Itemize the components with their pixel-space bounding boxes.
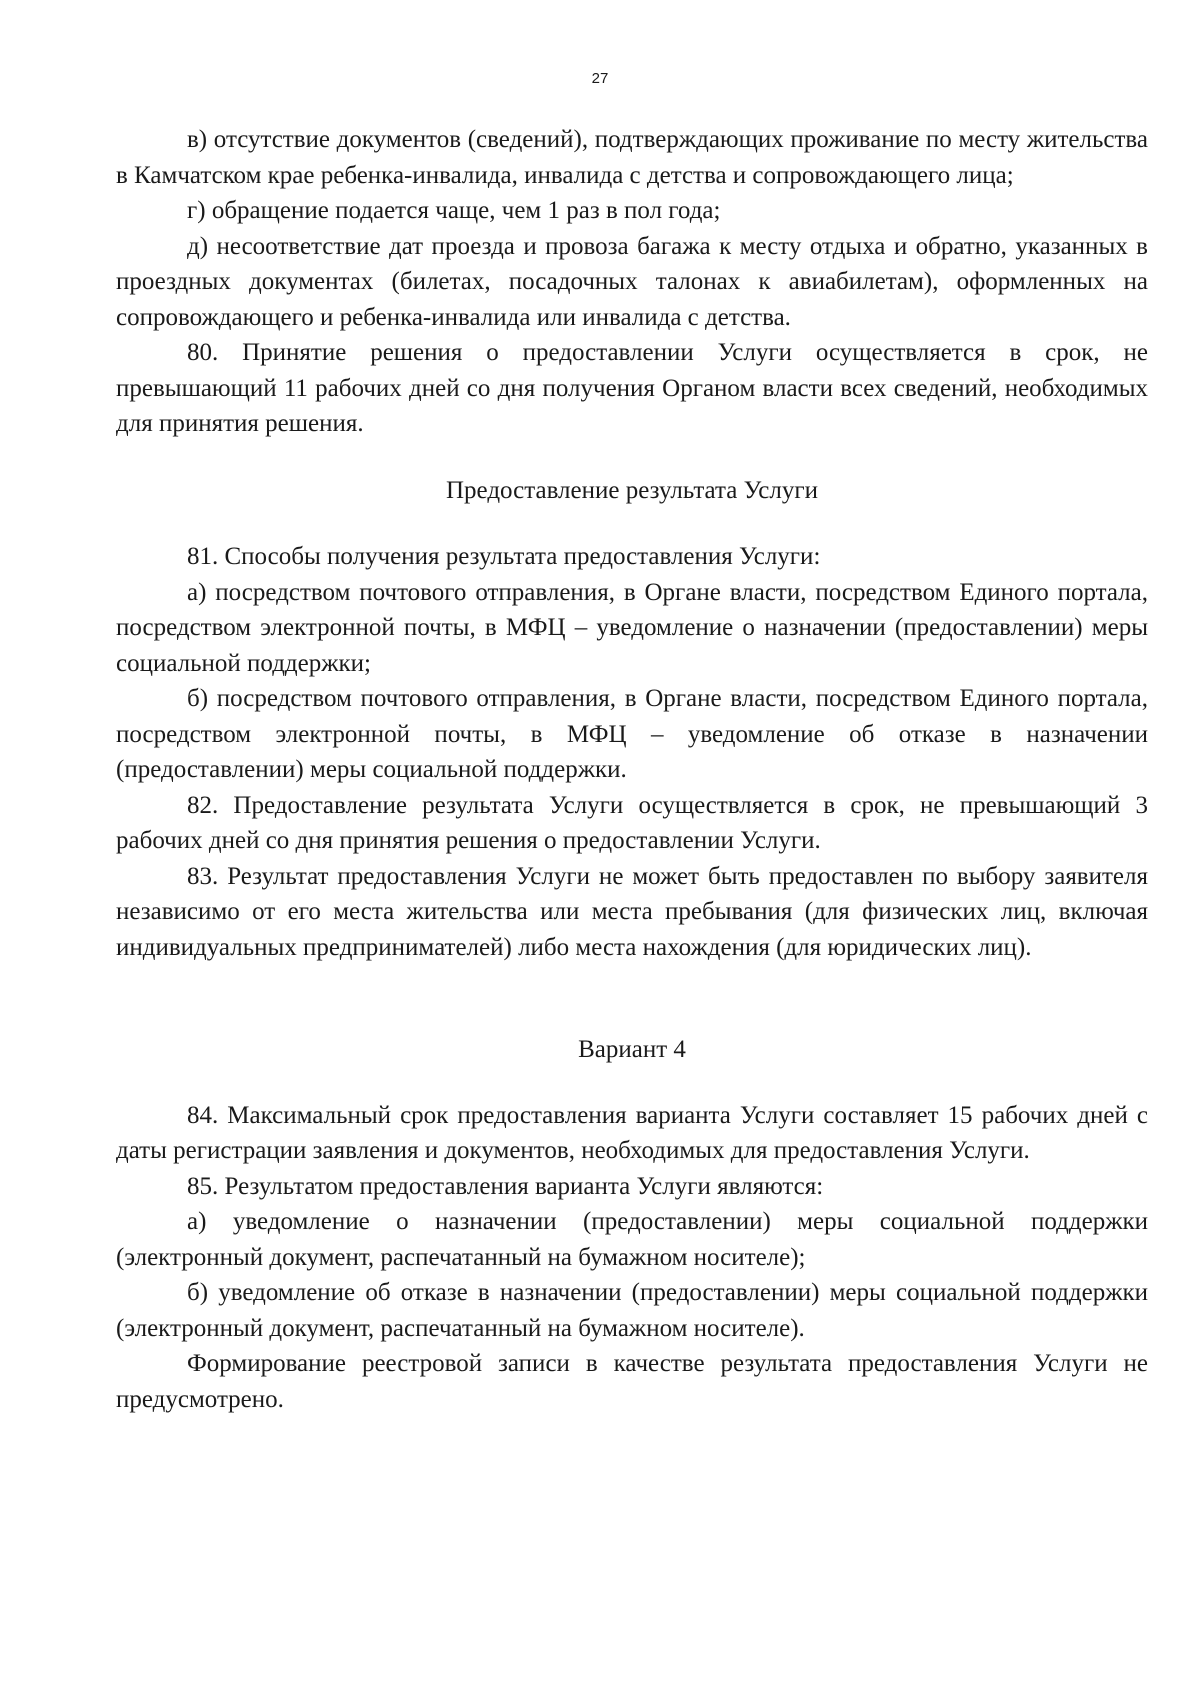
paragraph-84: 84. Максимальный срок предоставления варианта Услуги составляет 15 рабочих дней с даты регистрации заявления и документов, необходимых для предоставления Услуги. <box>116 1101 1148 1164</box>
section-heading-variant: Вариант 4 <box>578 1036 686 1063</box>
paragraph-85: 85. Результатом предоставления варианта Услуги являются: <box>187 1172 824 1200</box>
paragraph-83: 83. Результат предоставления Услуги не может быть предоставлен по выбору заявителя независимо от его места жительства или места пребывания (для физических лиц, включая индивидуальных предпринимателей) либо места нахождения (для юридических лиц). <box>116 862 1148 961</box>
paragraph-85b: б) уведомление об отказе в назначении (предоставлении) меры социальной поддержки (электронный документ, распечатанный на бумажном носителе). <box>116 1279 1148 1342</box>
paragraph-81a: а) посредством почтового отправления, в Органе власти, посредством Единого портала, посредством электронной почты, в МФЦ – уведомление о назначении (предоставлении) меры социальной поддержки; <box>116 578 1148 677</box>
paragraph-registry: Формирование реестровой записи в качестве результата предоставления Услуги не предусмотрено. <box>116 1350 1148 1413</box>
paragraph-81: 81. Способы получения результата предоставления Услуги: <box>187 543 821 570</box>
paragraph-v: в) отсутствие документов (сведений), подтверждающих проживание по месту жительства в Камчатском крае ребенка-инвалида, инвалида с детства и сопровождающего лица; <box>116 126 1148 189</box>
paragraph-82: 82. Предоставление результата Услуги осуществляется в срок, не превышающий 3 рабочих дней со дня принятия решения о предоставлении Услуги. <box>116 791 1148 854</box>
paragraph-85a: а) уведомление о назначении (предоставлении) меры социальной поддержки (электронный документ, распечатанный на бумажном носителе); <box>116 1208 1148 1271</box>
paragraph-d: д) несоответствие дат проезда и провоза багажа к месту отдыха и обратно, указанных в проездных документах (билетах, посадочных талонах к авиабилетам), оформленных на сопровождающего и ребенка-инвалида или инвалида с детства. <box>116 232 1148 331</box>
paragraph-80: 80. Принятие решения о предоставлении Услуги осуществляется в срок, не превышающий 11 рабочих дней со дня получения Органом власти всех сведений, необходимых для принятия решения. <box>116 339 1148 437</box>
paragraph-81b: б) посредством почтового отправления, в Органе власти, посредством Единого портала, посредством электронной почты, в МФЦ – уведомление об отказе в назначении (предоставлении) меры социальной поддержки. <box>116 685 1148 783</box>
paragraph-g: г) обращение подается чаще, чем 1 раз в пол года; <box>187 197 721 224</box>
page-number: 27 <box>591 70 609 87</box>
section-heading-result: Предоставление результата Услуги <box>446 476 818 504</box>
document-body <box>116 122 1148 1417</box>
